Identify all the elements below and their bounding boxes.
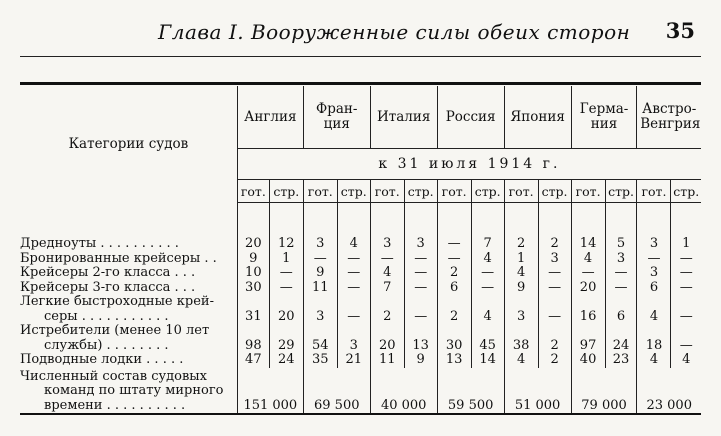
- table-cell: 10: [237, 266, 269, 281]
- row-label-line-1: Легкие быстроходные крей-: [20, 295, 214, 309]
- table-cell: —: [605, 266, 637, 281]
- subheader-ready: гот.: [637, 180, 671, 203]
- military-value: 151 000: [237, 368, 303, 415]
- table-cell: 11: [370, 353, 404, 368]
- header-rule: [20, 56, 701, 57]
- table-cell: 4: [637, 353, 671, 368]
- military-value: 23 000: [637, 368, 701, 415]
- table-cell: 4: [637, 295, 671, 324]
- country-england: Англия: [237, 86, 303, 149]
- table-cell: 4: [504, 353, 538, 368]
- date-label: к 31 июля 1914 г.: [237, 149, 701, 180]
- country-japan: Япония: [504, 86, 571, 149]
- subheader-building: стр.: [337, 180, 370, 203]
- table-cell: 14: [471, 353, 504, 368]
- table-cell: 29: [269, 324, 303, 353]
- category-header: Категории судов: [68, 136, 189, 153]
- table-cell: —: [337, 295, 370, 324]
- military-value: 40 000: [370, 368, 437, 415]
- subheader-building: стр.: [671, 180, 701, 203]
- table-cell: —: [437, 252, 471, 267]
- table-cell: 24: [269, 353, 303, 368]
- table-cell: 3: [404, 237, 437, 252]
- table-row: [20, 266, 701, 281]
- table-cell: —: [671, 281, 701, 296]
- country-germany: [571, 86, 637, 149]
- military-label: [20, 368, 237, 415]
- table-cell: 6: [605, 295, 637, 324]
- table-cell: 38: [504, 324, 538, 353]
- table-cell: 2: [437, 266, 471, 281]
- table-row: [20, 237, 701, 252]
- table-cell: 4: [471, 252, 504, 267]
- subheader-building: стр.: [471, 180, 504, 203]
- table-cell: —: [269, 281, 303, 296]
- table-cell: 13: [404, 324, 437, 353]
- table-cell: 23: [605, 353, 637, 368]
- table-cell: —: [269, 266, 303, 281]
- page-number: 35: [665, 18, 695, 43]
- country-france: [303, 86, 370, 149]
- table-cell: 4: [337, 237, 370, 252]
- row-label-line-2: серы . . . . . . . . . . .: [44, 308, 169, 324]
- table-cell: 45: [471, 324, 504, 353]
- subheader-ready: гот.: [504, 180, 538, 203]
- table-cell: —: [671, 295, 701, 324]
- table-row: [20, 353, 701, 368]
- table-cell: 2: [437, 295, 471, 324]
- subheader-ready: гот.: [303, 180, 337, 203]
- row-label: [20, 295, 237, 324]
- table-cell: —: [404, 252, 437, 267]
- page-header: [18, 18, 703, 46]
- table-cell: 1: [504, 252, 538, 267]
- table-row: [20, 281, 701, 296]
- ship-table: [20, 86, 701, 415]
- table-cell: 2: [370, 295, 404, 324]
- country-austria-label: Австро- Венгрия: [640, 101, 701, 132]
- country-austria-hungary: [637, 86, 701, 149]
- table-row: [20, 252, 701, 267]
- row-label: [20, 324, 237, 353]
- table-row: [20, 324, 701, 353]
- row-label: Бронированные крейсеры . .: [20, 251, 217, 266]
- table-cell: —: [337, 252, 370, 267]
- table-cell: —: [404, 281, 437, 296]
- table-cell: 9: [404, 353, 437, 368]
- table-cell: —: [671, 266, 701, 281]
- country-italy: Италия: [370, 86, 437, 149]
- military-label-line-2: команд по штату мирного: [44, 383, 224, 398]
- table-cell: 3: [370, 237, 404, 252]
- subheader-ready: гот.: [237, 180, 269, 203]
- chapter-title: Глава I. Вооруженные силы обеих сторон: [158, 20, 631, 44]
- table-cell: 20: [571, 281, 605, 296]
- table-cell: —: [571, 266, 605, 281]
- military-value: 59 500: [437, 368, 504, 415]
- table-cell: 6: [637, 281, 671, 296]
- table-cell: 3: [538, 252, 571, 267]
- table-cell: 4: [370, 266, 404, 281]
- table-cell: 30: [237, 281, 269, 296]
- table-cell: 11: [303, 281, 337, 296]
- row-label: Подводные лодки . . . . .: [20, 353, 184, 367]
- table-cell: —: [605, 281, 637, 296]
- table-cell: 5: [605, 237, 637, 252]
- table-cell: 4: [471, 295, 504, 324]
- table-cell: 3: [337, 324, 370, 353]
- table-cell: 30: [437, 324, 471, 353]
- table-cell: 40: [571, 353, 605, 368]
- table-cell: 2: [504, 237, 538, 252]
- table-cell: 97: [571, 324, 605, 353]
- table-cell: —: [303, 252, 337, 267]
- subheader-ready: гот.: [370, 180, 404, 203]
- table-cell: 24: [605, 324, 637, 353]
- military-label-line-1: Численный состав судовых: [20, 368, 207, 384]
- table-cell: 2: [538, 353, 571, 368]
- table-cell: 98: [237, 324, 269, 353]
- table-cell: —: [671, 252, 701, 267]
- table-cell: 16: [571, 295, 605, 324]
- table-cell: 3: [303, 295, 337, 324]
- military-value: 69 500: [303, 368, 370, 415]
- table-cell: 7: [471, 237, 504, 252]
- table-cell: 9: [303, 266, 337, 281]
- table-cell: —: [538, 295, 571, 324]
- table-cell: 9: [237, 252, 269, 267]
- subheader-building: стр.: [269, 180, 303, 203]
- table-cell: —: [471, 266, 504, 281]
- row-label-line-1: Истребители (менее 10 лет: [20, 324, 210, 338]
- table-cell: 2: [538, 237, 571, 252]
- table-cell: 3: [504, 295, 538, 324]
- table-cell: 2: [538, 324, 571, 353]
- table-cell: —: [538, 266, 571, 281]
- subheader-building: стр.: [404, 180, 437, 203]
- table-cell: 47: [237, 353, 269, 368]
- table-cell: —: [404, 266, 437, 281]
- table-cell: 4: [504, 266, 538, 281]
- table-cell: 6: [437, 281, 471, 296]
- subheader-ready: гот.: [437, 180, 471, 203]
- row-label: Крейсеры 3-го класса . . .: [20, 280, 196, 295]
- table-cell: 54: [303, 324, 337, 353]
- table-cell: 7: [370, 281, 404, 296]
- row-label-line-2: службы) . . . . . . . .: [44, 337, 169, 353]
- table-cell: 4: [571, 252, 605, 267]
- table-cell: 3: [637, 237, 671, 252]
- table-cell: 20: [370, 324, 404, 353]
- row-label: Дредноуты . . . . . . . . . .: [20, 237, 179, 251]
- table-top-rule: [20, 82, 701, 85]
- table-cell: 1: [671, 237, 701, 252]
- country-france-label: Фран- ция: [316, 101, 358, 132]
- table-cell: 20: [237, 237, 269, 252]
- country-germany-label: Герма- ния: [579, 101, 629, 132]
- subheader-ready: гот.: [571, 180, 605, 203]
- table-cell: 12: [269, 237, 303, 252]
- table-cell: —: [337, 281, 370, 296]
- table-cell: 9: [504, 281, 538, 296]
- table-cell: —: [637, 252, 671, 267]
- table-cell: 31: [237, 295, 269, 324]
- table-cell: 3: [605, 252, 637, 267]
- military-value: 51 000: [504, 368, 571, 415]
- table-cell: 35: [303, 353, 337, 368]
- table-cell: —: [471, 281, 504, 296]
- row-label: Крейсеры 2-го класса . . .: [20, 266, 196, 280]
- table-cell: 3: [637, 266, 671, 281]
- table-row: [20, 295, 701, 324]
- military-label-line-3: времени . . . . . . . . . .: [44, 397, 186, 413]
- table-cell: 3: [303, 237, 337, 252]
- table-cell: 20: [269, 295, 303, 324]
- table-cell: 4: [671, 353, 701, 368]
- subheader-building: стр.: [538, 180, 571, 203]
- table-cell: —: [538, 281, 571, 296]
- table-cell: 13: [437, 353, 471, 368]
- table-cell: 21: [337, 353, 370, 368]
- military-value: 79 000: [571, 368, 637, 415]
- table-cell: —: [337, 266, 370, 281]
- table-cell: 1: [269, 252, 303, 267]
- table-cell: —: [437, 237, 471, 252]
- table-cell: —: [671, 324, 701, 353]
- table-cell: 14: [571, 237, 605, 252]
- table-cell: —: [404, 295, 437, 324]
- table-cell: —: [370, 252, 404, 267]
- country-russia: Россия: [437, 86, 504, 149]
- subheader-building: стр.: [605, 180, 637, 203]
- table-cell: 18: [637, 324, 671, 353]
